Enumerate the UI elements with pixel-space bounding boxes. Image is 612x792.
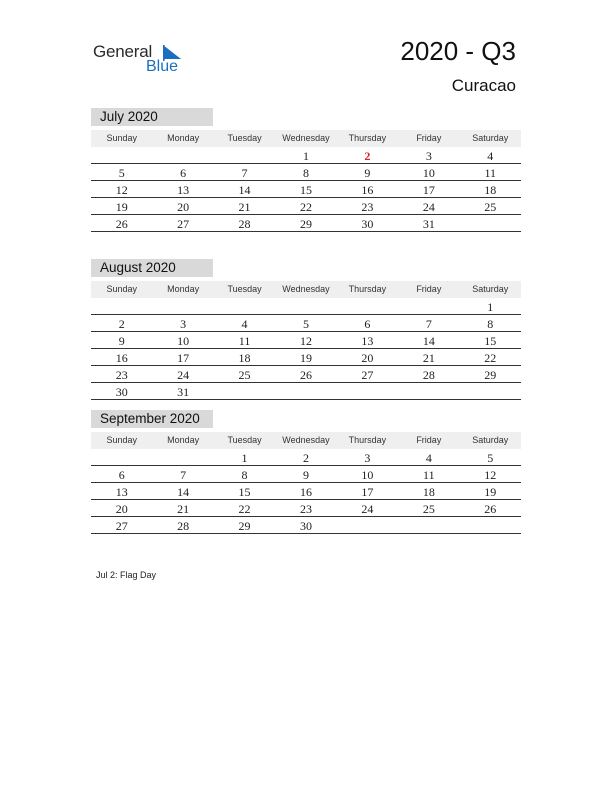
weekday-label: Friday [416, 435, 442, 445]
day-cell: 18 [422, 485, 435, 499]
week-row [91, 384, 521, 400]
day-cell: 19 [299, 351, 312, 365]
day-cell: 14 [177, 485, 190, 499]
day-cell: 5 [487, 451, 494, 465]
day-cell: 26 [484, 502, 497, 516]
day-cell: 20 [361, 351, 374, 365]
day-cell: 7 [425, 317, 432, 331]
week-rows [91, 148, 521, 232]
day-cell: 10 [422, 166, 435, 180]
empty-day-cell [398, 384, 459, 399]
weekday-label: Monday [167, 284, 200, 294]
week-row [91, 333, 521, 349]
empty-day-cell [152, 148, 213, 163]
weekday-label: Friday [416, 284, 442, 294]
empty-day-cell [91, 450, 152, 465]
day-cell: 7 [180, 468, 187, 482]
weekday-label: Thursday [348, 284, 387, 294]
weekday-label: Thursday [348, 435, 387, 445]
day-cell: 17 [177, 351, 190, 365]
day-cell: 1 [302, 149, 309, 163]
weekday-label: Monday [167, 133, 200, 143]
month-august [91, 259, 521, 400]
day-cell: 28 [238, 217, 251, 231]
country-name: Curacao [451, 76, 516, 95]
day-cell: 13 [115, 485, 128, 499]
day-cell: 16 [299, 485, 312, 499]
day-cell: 28 [422, 368, 435, 382]
month-july [91, 108, 521, 232]
day-cell: 23 [361, 200, 374, 214]
day-cell: 21 [177, 502, 190, 516]
day-cell: 26 [115, 217, 128, 231]
day-cell: 22 [484, 351, 497, 365]
day-cell: 31 [422, 217, 435, 231]
empty-day-cell [275, 384, 336, 399]
weekday-label: Wednesday [282, 133, 330, 143]
day-cell: 24 [361, 502, 374, 516]
empty-day-cell [398, 518, 459, 533]
day-cell: 22 [238, 502, 251, 516]
weekday-label: Tuesday [227, 435, 262, 445]
day-cell: 19 [484, 485, 497, 499]
day-cell: 15 [238, 485, 251, 499]
weekday-header-row [91, 281, 521, 298]
page-title: 2020 - Q3 [400, 36, 516, 66]
day-cell: 21 [238, 200, 251, 214]
day-cell: 28 [177, 519, 190, 533]
generalblue-logo [93, 42, 193, 82]
day-cell: 4 [241, 317, 248, 331]
weekday-label: Sunday [106, 133, 137, 143]
day-cell: 13 [177, 183, 190, 197]
day-cell: 23 [115, 368, 128, 382]
week-row [91, 501, 521, 517]
day-cell: 25 [238, 368, 251, 382]
holiday-day-cell: 2 [364, 149, 371, 163]
week-row [91, 216, 521, 232]
weekday-header-row [91, 130, 521, 147]
month-header: September 2020 [91, 410, 213, 428]
month-header: August 2020 [91, 259, 213, 277]
weekday-label: Saturday [472, 284, 509, 294]
day-cell: 21 [422, 351, 435, 365]
month-september [91, 410, 521, 534]
day-cell: 25 [422, 502, 435, 516]
week-row [91, 350, 521, 366]
day-cell: 3 [180, 317, 187, 331]
day-cell: 10 [361, 468, 374, 482]
weekday-label: Saturday [472, 435, 509, 445]
day-cell: 30 [299, 519, 312, 533]
day-cell: 9 [118, 334, 125, 348]
weekday-label: Wednesday [282, 284, 330, 294]
weekday-label: Friday [416, 133, 442, 143]
empty-day-cell [214, 384, 275, 399]
empty-day-cell [91, 299, 152, 314]
week-row [91, 316, 521, 332]
day-cell: 29 [484, 368, 497, 382]
day-cell: 23 [299, 502, 312, 516]
day-cell: 3 [364, 451, 371, 465]
logo-text-blue: Blue [146, 58, 179, 75]
day-cell: 1 [241, 451, 248, 465]
day-cell: 10 [177, 334, 190, 348]
day-cell: 4 [487, 149, 494, 163]
day-cell: 18 [484, 183, 497, 197]
day-cell: 6 [364, 317, 371, 331]
empty-day-cell [337, 518, 398, 533]
empty-day-cell [214, 148, 275, 163]
empty-day-cell [460, 384, 521, 399]
day-cell: 27 [177, 217, 190, 231]
weekday-label: Saturday [472, 133, 509, 143]
week-row [91, 467, 521, 483]
day-cell: 17 [361, 485, 374, 499]
weekday-label: Sunday [106, 435, 137, 445]
empty-day-cell [214, 299, 275, 314]
weekday-label: Tuesday [227, 284, 262, 294]
weekday-label: Sunday [106, 284, 137, 294]
week-row [91, 165, 521, 181]
day-cell: 24 [422, 200, 435, 214]
weekday-label: Tuesday [227, 133, 262, 143]
day-cell: 2 [118, 317, 125, 331]
day-cell: 6 [118, 468, 125, 482]
week-rows [91, 299, 521, 400]
day-cell: 27 [115, 519, 128, 533]
weekday-label: Monday [167, 435, 200, 445]
day-cell: 31 [177, 385, 190, 399]
day-cell: 11 [238, 334, 251, 348]
day-cell: 13 [361, 334, 374, 348]
day-cell: 29 [238, 519, 251, 533]
empty-day-cell [152, 299, 213, 314]
day-cell: 22 [299, 200, 312, 214]
day-cell: 17 [422, 183, 435, 197]
day-cell: 15 [484, 334, 497, 348]
day-cell: 30 [115, 385, 128, 399]
day-cell: 24 [177, 368, 190, 382]
day-cell: 1 [487, 300, 494, 314]
day-cell: 25 [484, 200, 497, 214]
empty-day-cell [337, 299, 398, 314]
holiday-notes [96, 570, 156, 580]
day-cell: 6 [180, 166, 187, 180]
day-cell: 14 [238, 183, 251, 197]
day-cell: 8 [302, 166, 309, 180]
week-rows [91, 450, 521, 534]
empty-day-cell [337, 384, 398, 399]
week-row [91, 148, 521, 164]
day-cell: 27 [361, 368, 374, 382]
empty-day-cell [275, 299, 336, 314]
day-cell: 11 [484, 166, 497, 180]
day-cell: 9 [302, 468, 309, 482]
week-row [91, 182, 521, 198]
day-cell: 15 [299, 183, 312, 197]
day-cell: 8 [241, 468, 248, 482]
weekday-label: Wednesday [282, 435, 330, 445]
month-header: July 2020 [91, 108, 213, 126]
empty-day-cell [398, 299, 459, 314]
day-cell: 9 [364, 166, 371, 180]
day-cell: 30 [361, 217, 374, 231]
day-cell: 18 [238, 351, 251, 365]
empty-day-cell [460, 216, 521, 231]
day-cell: 29 [299, 217, 312, 231]
empty-day-cell [460, 518, 521, 533]
day-cell: 7 [241, 166, 248, 180]
weekday-label: Thursday [348, 133, 387, 143]
day-cell: 8 [487, 317, 494, 331]
week-row [91, 299, 521, 315]
holiday-note: Jul 2: Flag Day [96, 570, 157, 580]
day-cell: 12 [115, 183, 128, 197]
day-cell: 19 [115, 200, 128, 214]
day-cell: 16 [361, 183, 374, 197]
week-row [91, 450, 521, 466]
day-cell: 2 [302, 451, 309, 465]
empty-day-cell [152, 450, 213, 465]
day-cell: 3 [425, 149, 432, 163]
day-cell: 11 [423, 468, 435, 482]
day-cell: 12 [484, 468, 497, 482]
day-cell: 5 [118, 166, 125, 180]
day-cell: 12 [299, 334, 312, 348]
day-cell: 20 [177, 200, 190, 214]
empty-day-cell [91, 148, 152, 163]
logo-text-general: General [93, 42, 153, 61]
day-cell: 5 [302, 317, 309, 331]
day-cell: 4 [425, 451, 432, 465]
day-cell: 14 [422, 334, 435, 348]
week-row [91, 199, 521, 215]
day-cell: 26 [299, 368, 312, 382]
day-cell: 16 [115, 351, 128, 365]
day-cell: 20 [115, 502, 128, 516]
week-row [91, 367, 521, 383]
week-row [91, 518, 521, 534]
week-row [91, 484, 521, 500]
weekday-header-row [91, 432, 521, 449]
